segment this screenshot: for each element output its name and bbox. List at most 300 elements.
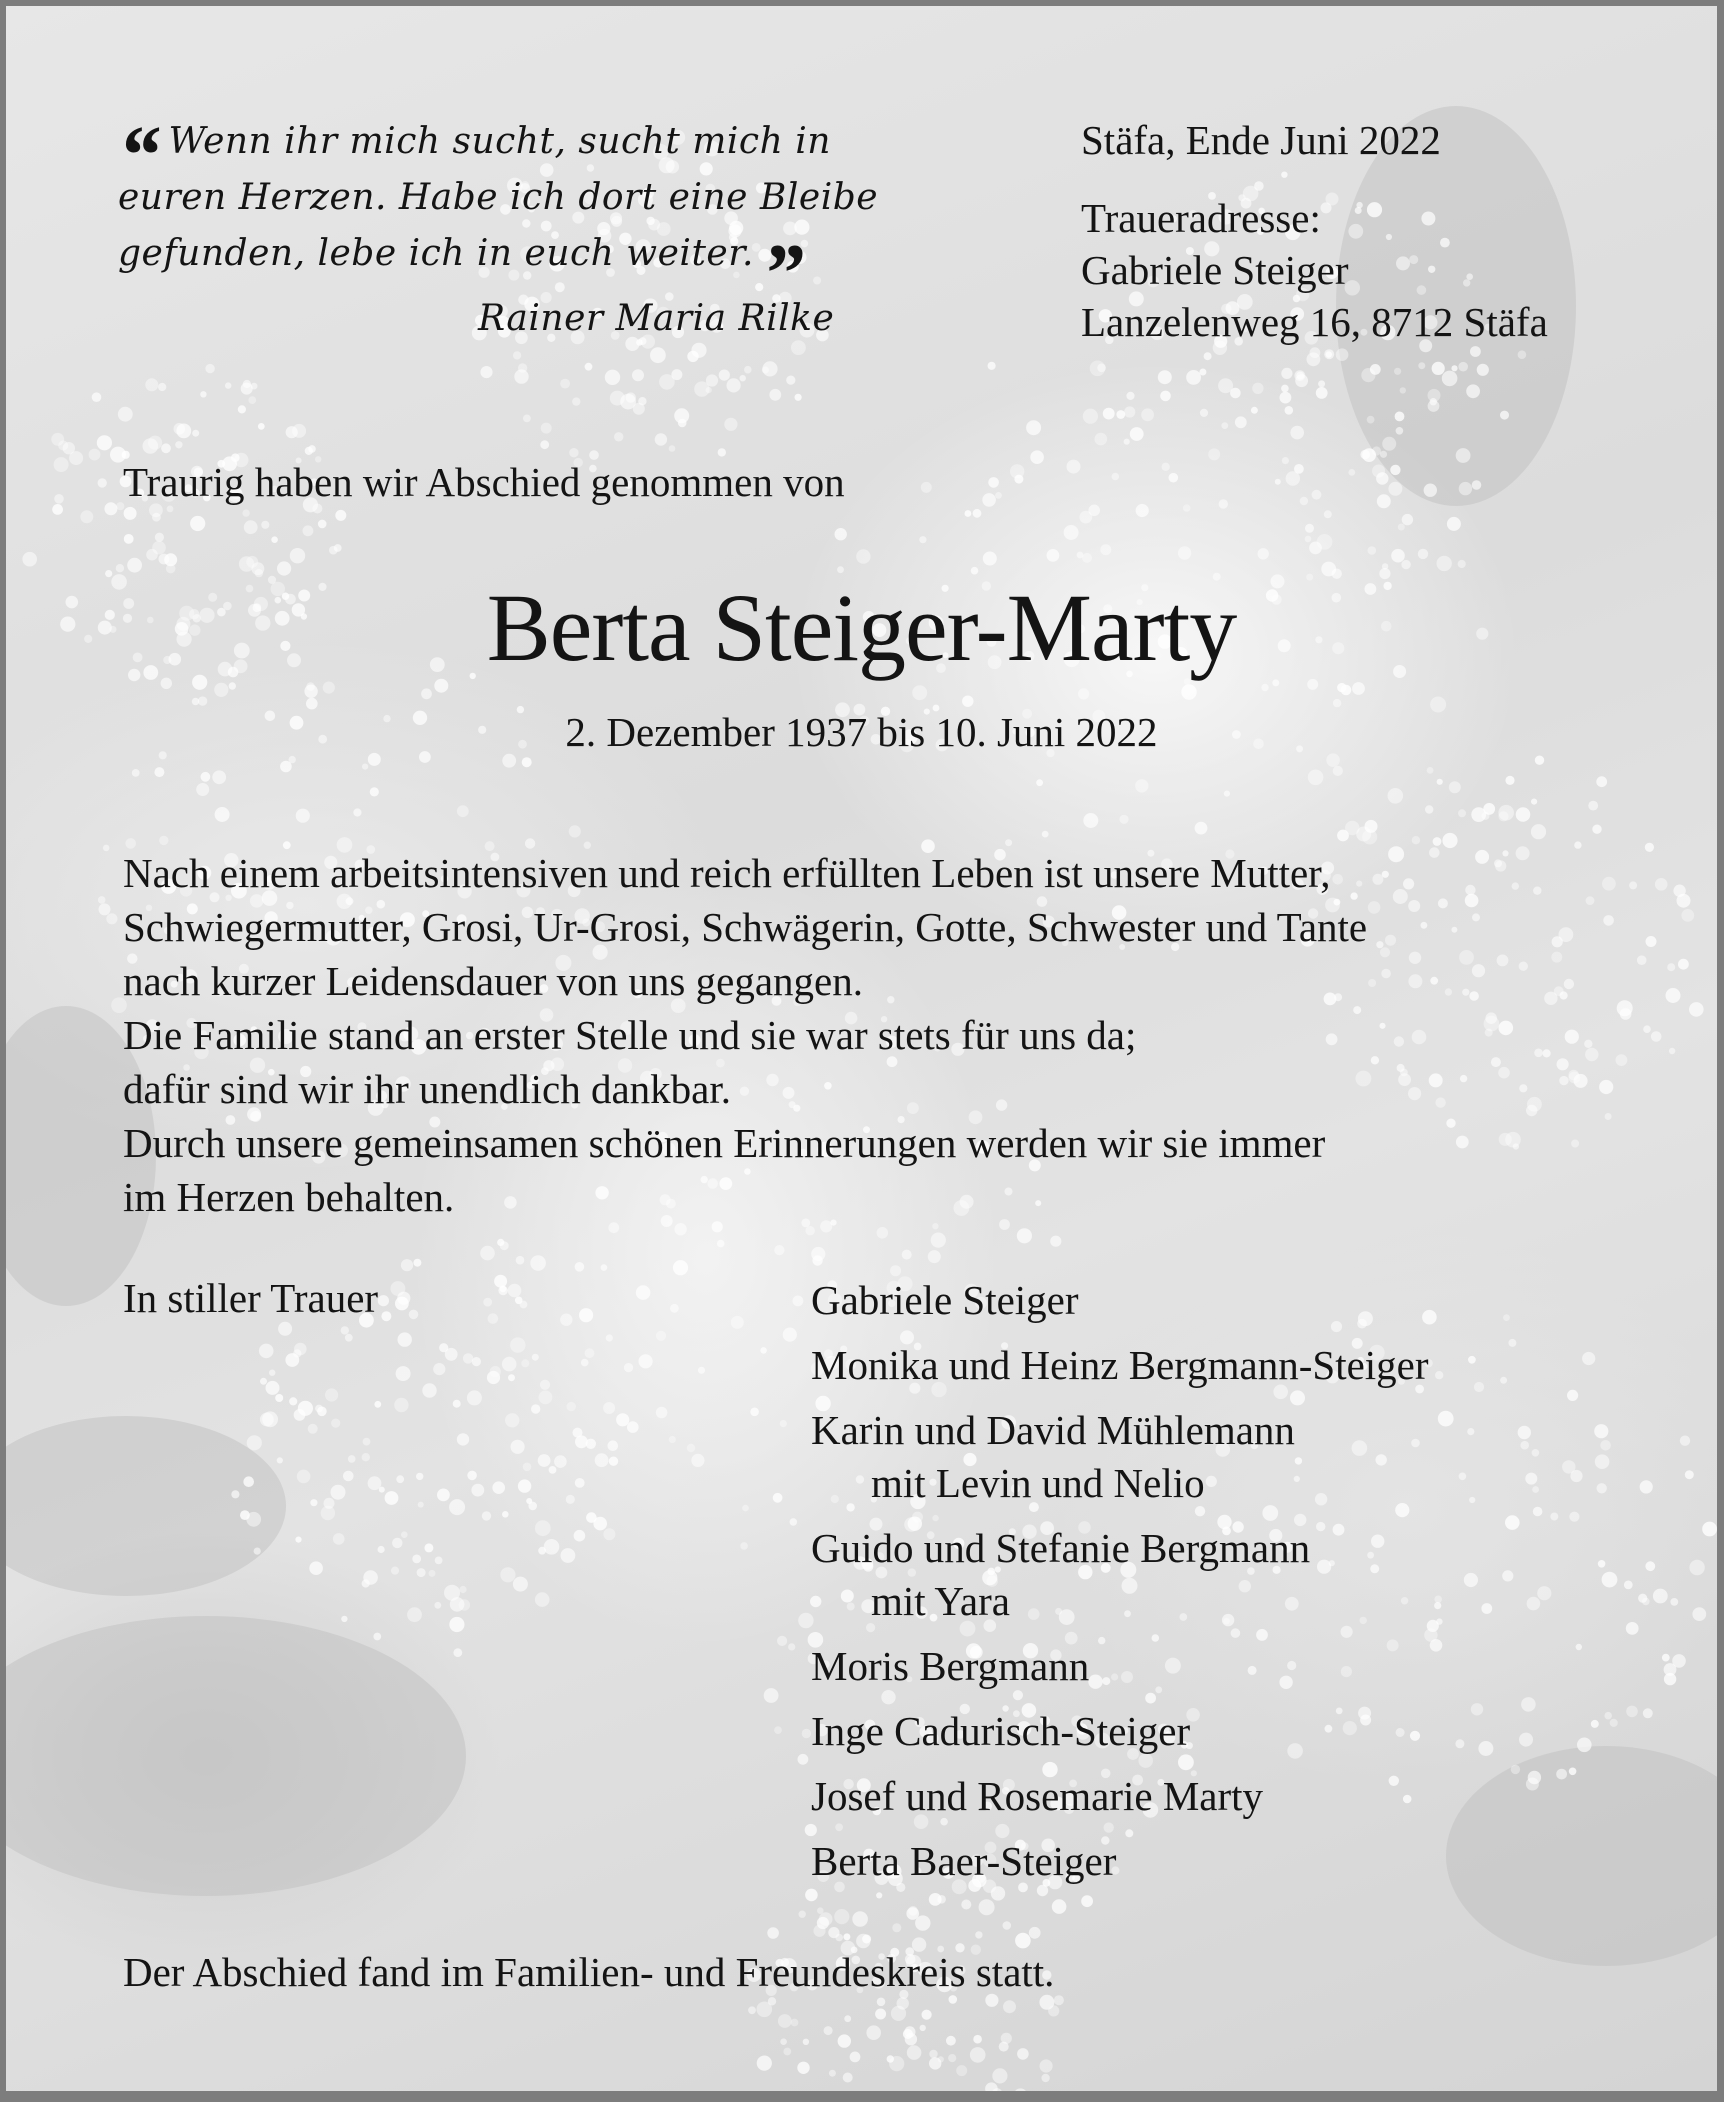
blossom-dot <box>1669 1048 1675 1054</box>
blossom-dot <box>1433 837 1442 846</box>
mourning-address <box>1081 192 1548 348</box>
blossom-dot <box>286 426 298 438</box>
blossom-dot <box>1408 1087 1421 1100</box>
blossom-dot <box>1337 830 1349 842</box>
blossom-dot <box>538 1454 551 1467</box>
blossom-dot <box>691 1454 704 1467</box>
blossom-dot <box>1219 499 1228 508</box>
blossom-dot <box>409 1310 419 1320</box>
blossom-dot <box>394 1398 408 1412</box>
body-line: Die Familie stand an erster Stelle und sie war stets für uns da; <box>123 1012 1137 1058</box>
blossom-dot <box>1603 915 1614 926</box>
blossom-dot <box>205 364 214 373</box>
blossom-dot <box>325 1388 338 1401</box>
blossom-dot <box>1645 1561 1655 1571</box>
blossom-dot <box>949 1995 958 2004</box>
body-line: Durch unsere gemeinsamen schönen Erinnerungen werden wir sie immer <box>123 1120 1326 1166</box>
blossom-dot <box>566 1495 575 1504</box>
mourner-item: Josef und Rosemarie Marty <box>811 1773 1264 1819</box>
blossom-dot <box>1458 560 1466 568</box>
blossom-dot <box>1531 799 1537 805</box>
blossom-dot <box>1124 406 1135 417</box>
blossom-dot <box>1300 497 1308 505</box>
blossom-dot <box>1429 847 1440 858</box>
blossom-dot <box>1532 1449 1540 1457</box>
blossom-dot <box>1401 560 1410 569</box>
blossom-dot <box>124 534 134 544</box>
blossom-dot <box>560 379 570 389</box>
blossom-dot <box>1235 416 1247 428</box>
blossom-dot <box>422 1383 436 1397</box>
blossom-dot <box>887 2055 894 2062</box>
blossom-dot <box>906 1907 919 1920</box>
blossom-dot <box>1371 1056 1379 1064</box>
blossom-dot <box>1281 385 1289 393</box>
blossom-dot <box>435 1557 443 1565</box>
blossom-dot <box>1437 779 1443 785</box>
blossom-dot <box>1100 544 1111 555</box>
blossom-dot <box>603 1402 615 1414</box>
blossom-dot <box>1394 1036 1404 1046</box>
blossom-dot <box>1124 439 1130 445</box>
blossom-dot <box>445 1348 458 1361</box>
blossom-dot <box>148 436 162 450</box>
blossom-dot <box>229 682 236 689</box>
blossom-dot <box>1372 874 1383 885</box>
blossom-dot <box>1577 1738 1592 1753</box>
blossom-dot <box>1090 361 1106 377</box>
blossom-dot <box>1435 1371 1443 1379</box>
blossom-dot <box>614 432 623 441</box>
blossom-dot <box>1017 1228 1032 1243</box>
blossom-dot <box>891 2006 906 2021</box>
blossom-dot <box>1390 465 1400 475</box>
blossom-dot <box>793 1296 804 1307</box>
blossom-dot <box>1602 877 1616 891</box>
blossom-dot <box>1455 1739 1464 1748</box>
blossom-dot <box>1520 1441 1529 1450</box>
blossom-dot <box>1502 850 1508 856</box>
blossom-dot <box>769 389 781 401</box>
blossom-dot <box>1064 525 1079 540</box>
blossom-dot <box>1626 1706 1638 1718</box>
blossom-dot <box>1368 979 1376 987</box>
blossom-dot <box>214 683 228 697</box>
blossom-dot <box>1048 2005 1059 2016</box>
blossom-dot <box>774 1245 784 1255</box>
blossom-dot <box>1499 1133 1512 1146</box>
quote-line-3: gefunden, lebe ich in euch weiter.” <box>118 227 805 320</box>
blossom-dot <box>650 347 666 363</box>
blossom-dot <box>1388 482 1402 496</box>
blossom-dot <box>1499 1021 1514 1036</box>
blossom-dot <box>99 903 111 915</box>
blossom-dot <box>513 351 521 359</box>
blossom-dot <box>866 2025 881 2040</box>
blossom-dot <box>1518 350 1527 359</box>
blossom-dot <box>1533 1507 1543 1517</box>
blossom-dot <box>303 525 314 536</box>
blossom-dot <box>1400 387 1406 393</box>
blossom-dot <box>539 1391 553 1405</box>
blossom-dot <box>750 1408 759 1417</box>
blossom-dot <box>528 1502 537 1511</box>
blossom-dot <box>1403 878 1414 889</box>
blossom-dot <box>961 1900 971 1910</box>
blossom-dot <box>1534 1049 1543 1058</box>
blossom-dot <box>920 2025 926 2031</box>
deceased-name: Berta Steiger-Marty <box>486 574 1237 681</box>
blossom-dot <box>1408 900 1420 912</box>
blossom-dot <box>1388 788 1404 804</box>
blossom-dot <box>401 1259 413 1271</box>
blossom-dot <box>875 2009 886 2020</box>
blossom-dot <box>523 415 531 423</box>
blossom-dot <box>1130 427 1144 441</box>
blossom-dot <box>1680 1436 1690 1446</box>
blossom-dot <box>1183 504 1191 512</box>
blossom-dot <box>192 698 199 705</box>
blossom-dot <box>1458 362 1468 372</box>
blossom-dot <box>1646 936 1657 947</box>
blossom-dot <box>780 1420 787 1427</box>
blossom-dot <box>1275 479 1281 485</box>
blossom-dot <box>569 448 578 457</box>
blossom-dot <box>516 1256 525 1265</box>
blossom-dot <box>246 1512 261 1527</box>
blossom-dot <box>424 1543 433 1552</box>
blossom-dot <box>212 770 226 784</box>
blossom-dot <box>308 445 316 453</box>
blossom-dot <box>1519 962 1528 971</box>
blossom-dot <box>449 1617 464 1632</box>
blossom-dot <box>416 1473 423 1480</box>
obituary-card <box>6 6 1717 2091</box>
blossom-dot <box>988 362 996 370</box>
blossom-dot <box>1181 684 1196 699</box>
blossom-dot <box>811 1247 825 1261</box>
blossom-dot <box>154 767 164 777</box>
blossom-dot <box>1067 460 1081 474</box>
blossom-dot <box>669 445 676 452</box>
address-label: Traueradresse: <box>1081 195 1321 241</box>
blossom-dot <box>391 1567 399 1575</box>
blossom-dot <box>1436 1618 1442 1624</box>
blossom-dot <box>862 1935 871 1944</box>
blossom-dot <box>275 1394 283 1402</box>
blossom-dot <box>1469 991 1479 1001</box>
blossom-dot <box>1689 1560 1704 1575</box>
blossom-dot <box>1449 781 1461 793</box>
blossom-dot <box>523 1463 532 1472</box>
blossom-dot <box>329 546 338 555</box>
close-quote-mark: ” <box>761 227 805 320</box>
blossom-dot <box>392 1538 402 1548</box>
blossom-dot <box>1505 776 1514 785</box>
blossom-dot <box>266 1381 280 1395</box>
blossom-dot <box>1516 846 1530 860</box>
blossom-dot <box>467 1471 477 1481</box>
blossom-dot <box>1564 979 1574 989</box>
blossom-dot <box>973 2035 982 2044</box>
blossom-dot <box>531 1404 540 1413</box>
blossom-dot <box>471 1484 484 1497</box>
blossom-dot <box>190 516 205 531</box>
blossom-dot <box>975 1931 982 1938</box>
blossom-dot <box>1052 1899 1067 1914</box>
blossom-dot <box>1427 767 1434 774</box>
blossom-dot <box>843 1933 850 1940</box>
blossom-dot <box>1230 388 1241 399</box>
blossom-dot <box>1400 1069 1408 1077</box>
blossom-dot <box>1445 988 1452 995</box>
blossom-dot <box>1677 894 1691 908</box>
blossom-dot <box>192 430 199 437</box>
blossom-dot <box>1435 1097 1445 1107</box>
blossom-dot <box>1017 2048 1029 2060</box>
blossom-dot <box>1597 1483 1607 1493</box>
blossom-dot <box>413 1259 421 1267</box>
blossom-dot <box>242 509 249 516</box>
blossom-dot <box>838 2034 851 2047</box>
blossom-dot <box>248 396 256 404</box>
blossom-dot <box>1442 371 1458 387</box>
blossom-dot <box>1459 1473 1467 1481</box>
blossom-dot <box>829 2070 836 2077</box>
blossom-dot <box>500 1285 507 1292</box>
blossom-dot <box>514 369 528 383</box>
blossom-dot <box>1029 1927 1041 1939</box>
blossom-dot <box>294 1409 306 1421</box>
blossom-dot <box>555 282 565 292</box>
blossom-dot <box>1651 1031 1662 1042</box>
open-quote-mark: “ <box>118 109 161 202</box>
mourner-item: Karin und David Mühlemann mit Levin und Nelio <box>811 1404 1429 1510</box>
blossom-dot <box>225 382 231 388</box>
blossom-dot <box>1596 776 1607 787</box>
address-name: Gabriele Steiger <box>1081 247 1349 293</box>
blossom-dot <box>161 443 171 453</box>
blossom-dot <box>1429 1073 1443 1087</box>
blossom-dot <box>575 1262 585 1272</box>
blossom-dot <box>362 764 368 770</box>
blossom-dot <box>1135 779 1148 792</box>
blossom-dot <box>1502 1570 1513 1581</box>
blossom-dot <box>791 2019 799 2027</box>
blossom-dot <box>492 1481 505 1494</box>
blossom-dot <box>1285 406 1294 415</box>
blossom-dot <box>767 1927 779 1939</box>
blossom-dot <box>324 1498 335 1509</box>
blossom-dot <box>601 1264 608 1271</box>
blossom-dot <box>979 1899 995 1915</box>
blossom-dot <box>196 783 209 796</box>
blossom-dot <box>1251 407 1258 414</box>
blossom-dot <box>639 1354 653 1368</box>
blossom-dot <box>988 477 999 488</box>
address-street: Lanzelenweg 16, 8712 Stäfa <box>1081 299 1548 345</box>
blossom-dot <box>201 772 211 782</box>
blossom-dot <box>1626 1622 1639 1635</box>
blossom-dot <box>795 394 802 401</box>
blossom-dot <box>1103 408 1115 420</box>
blossom-dot <box>80 510 93 523</box>
blossom-dot <box>1394 368 1401 375</box>
blossom-dot <box>632 369 644 381</box>
blossom-dot <box>1186 370 1201 385</box>
blossom-dot <box>500 1567 515 1582</box>
blossom-dot <box>1169 473 1179 483</box>
blossom-dot <box>1595 1454 1610 1469</box>
blossom-dot <box>1388 846 1404 862</box>
blossom-dot <box>1685 1470 1694 1479</box>
blossom-dot <box>164 553 177 566</box>
blossom-dot <box>1370 364 1381 375</box>
blossom-dot <box>1305 524 1314 533</box>
blossom-dot <box>308 1424 318 1434</box>
blossom-dot <box>931 1233 946 1248</box>
blossom-dot <box>296 809 310 823</box>
blossom-dot <box>742 1505 749 1512</box>
blossom-dot <box>1434 1602 1441 1609</box>
blossom-dot <box>521 1359 529 1367</box>
blossom-dot <box>834 1909 849 1924</box>
blossom-dot <box>762 361 777 376</box>
blossom-dot <box>1003 1921 1012 1930</box>
blossom-dot <box>450 1597 465 1612</box>
blossom-dot <box>1365 820 1378 833</box>
blossom-dot <box>1600 1440 1611 1451</box>
blossom-dot <box>1702 1522 1717 1537</box>
blossom-dot <box>297 1470 311 1484</box>
blossom-dot <box>198 696 207 705</box>
blossom-dot <box>1348 469 1355 476</box>
blossom-dot <box>381 1311 391 1321</box>
blossom-dot <box>318 520 327 529</box>
blossom-dot <box>176 424 191 439</box>
blossom-dot <box>215 807 230 822</box>
blossom-dot <box>1469 1497 1475 1503</box>
blossom-dot <box>620 394 636 410</box>
blossom-dot <box>1280 392 1292 404</box>
blossom-dot <box>691 343 706 358</box>
blossom-dot <box>1532 1486 1539 1493</box>
blossom-dot <box>289 1397 297 1405</box>
blossom-dot <box>740 1542 748 1550</box>
blossom-dot <box>1054 1995 1064 2005</box>
blossom-dot <box>418 1502 424 1508</box>
blossom-dot <box>1377 494 1391 508</box>
blossom-dot <box>1638 1594 1647 1603</box>
blossom-dot <box>1078 688 1089 699</box>
blossom-dot <box>624 1363 633 1372</box>
blossom-dot <box>904 2026 915 2037</box>
blossom-dot <box>748 2006 756 2014</box>
blossom-dot <box>799 1911 806 1918</box>
blossom-dot <box>1391 549 1405 563</box>
blossom-dot <box>1200 409 1208 417</box>
blossom-dot <box>687 1444 695 1452</box>
blossom-dot <box>259 1344 274 1359</box>
blossom-dot <box>1462 989 1469 996</box>
blossom-dot <box>488 1313 499 1324</box>
blossom-dot <box>437 1489 450 1502</box>
blossom-dot <box>561 1548 576 1563</box>
blossom-dot <box>52 504 63 515</box>
mourner-item: Inge Cadurisch-Steiger <box>811 1708 1191 1754</box>
blossom-dot <box>1412 1030 1427 1045</box>
blossom-dot <box>395 1297 409 1311</box>
blossom-dot <box>1116 410 1125 419</box>
blossom-dot <box>585 1348 595 1358</box>
blossom-dot <box>970 2047 986 2063</box>
blossom-dot <box>1559 1076 1568 1085</box>
intro-text: Traurig haben wir Abschied genommen von <box>123 459 845 505</box>
blossom-dot <box>844 2015 851 2022</box>
blossom-dot <box>238 405 246 413</box>
blossom-dot <box>1500 1377 1507 1384</box>
blossom-dot <box>155 533 164 542</box>
blossom-dot <box>429 1570 436 1577</box>
blossom-dot <box>1599 1080 1613 1094</box>
blossom-dot <box>585 363 593 371</box>
blossom-dot <box>1376 941 1383 948</box>
mourner-sub: mit Levin und Nelio <box>871 1460 1205 1506</box>
blossom-dot <box>995 492 1002 499</box>
blossom-dot <box>1224 791 1230 797</box>
blossom-dot <box>502 1511 509 1518</box>
blossom-dot <box>1380 947 1390 957</box>
blossom-dot <box>513 1577 528 1592</box>
blossom-dot <box>1402 514 1413 525</box>
blossom-dot <box>946 2036 956 2046</box>
blossom-dot <box>363 1438 371 1446</box>
blossom-dot <box>1458 809 1466 817</box>
blossom-dot <box>1472 964 1485 977</box>
blossom-dot <box>457 1433 469 1445</box>
blossom-dot <box>1643 1025 1651 1033</box>
blossom-dot <box>907 2045 922 2060</box>
blossom-dot <box>1610 1719 1618 1727</box>
blossom-dot <box>1368 546 1377 555</box>
blossom-dot <box>341 1616 347 1622</box>
blossom-dot <box>1395 412 1405 422</box>
blossom-dot <box>385 1491 399 1505</box>
blossom-dot <box>828 1927 839 1938</box>
blossom-dot <box>608 1440 619 1451</box>
blossom-dot <box>698 1367 705 1374</box>
blossom-dot <box>719 370 730 381</box>
mourner-item: Moris Bergmann <box>811 1643 1090 1689</box>
blossom-dot <box>92 392 102 402</box>
blossom-dot <box>727 378 741 392</box>
blossom-dot <box>606 1334 613 1341</box>
blossom-dot <box>1592 825 1601 834</box>
blossom-dot <box>407 1607 422 1622</box>
blossom-dot <box>919 536 926 543</box>
blossom-dot <box>1471 1703 1483 1715</box>
blossom-dot <box>962 696 973 707</box>
blossom-dot <box>1500 411 1509 420</box>
blossom-dot <box>581 1359 589 1367</box>
blossom-dot <box>106 913 117 924</box>
blossom-dot <box>1602 1572 1618 1588</box>
blossom-dot <box>1568 1070 1579 1081</box>
blossom-dot <box>480 366 492 378</box>
blossom-dot <box>295 1537 301 1543</box>
blossom-dot <box>783 1328 797 1342</box>
blossom-dot <box>1475 850 1489 864</box>
